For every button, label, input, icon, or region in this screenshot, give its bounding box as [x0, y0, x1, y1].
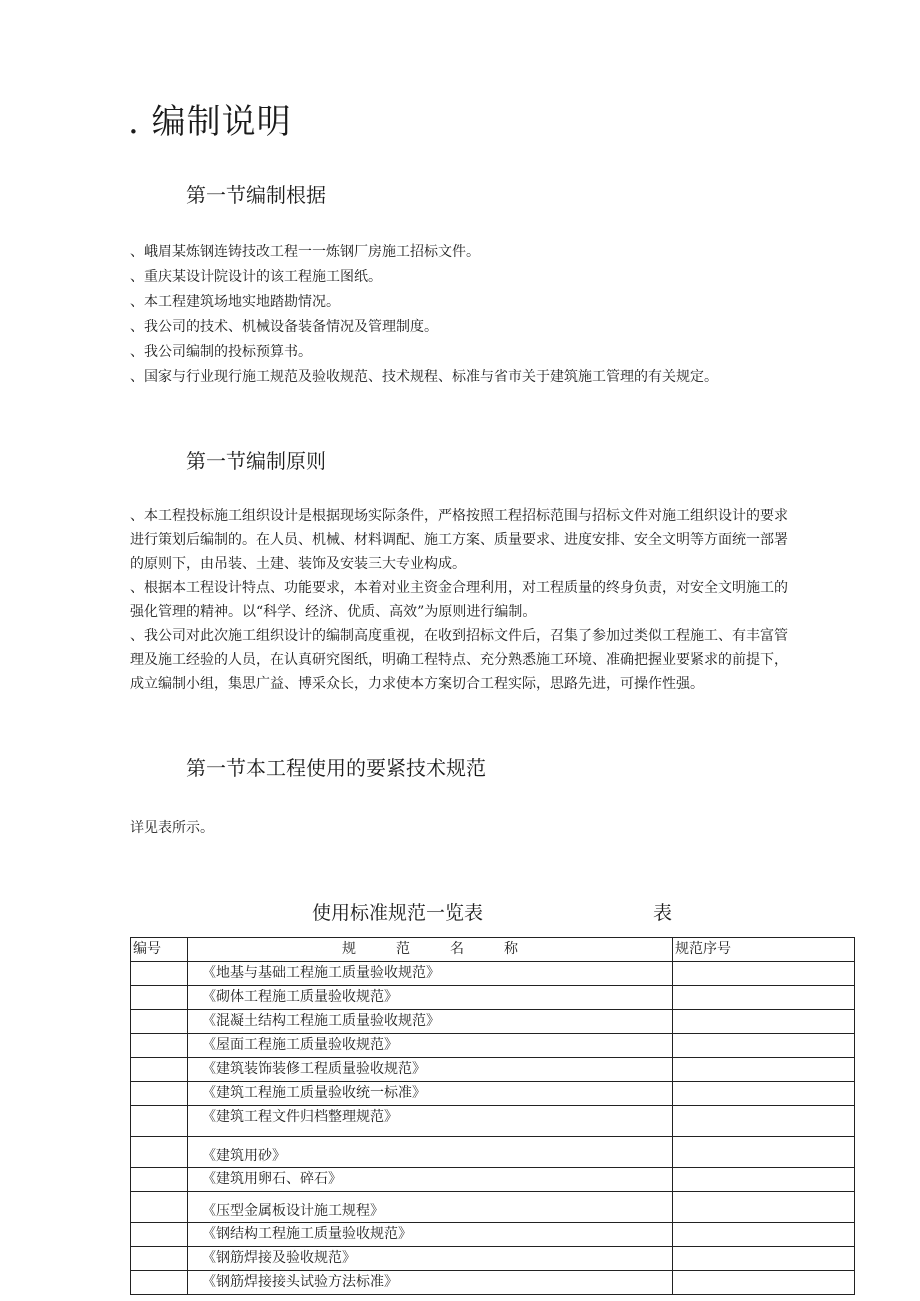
cell-code [673, 1271, 855, 1295]
cell-name: 《建筑装饰装修工程质量验收规范》 [188, 1058, 673, 1082]
cell-code [673, 962, 855, 986]
cell-no [131, 1223, 188, 1247]
cell-name: 《建筑用卵石、碎石》 [188, 1168, 673, 1192]
table-row [131, 1034, 855, 1058]
list-item: 、本工程建筑场地实地踏勘情况。 [130, 294, 340, 310]
cell-no [131, 1010, 188, 1034]
paragraph-line: 理及施工经验的人员，在认真研究图纸，明确工程特点、充分熟悉施工环境、准确把握业要紧求的前提下， [130, 652, 788, 668]
table-row [131, 1058, 855, 1082]
standards-table [130, 937, 855, 1295]
cell-no [131, 1168, 188, 1192]
list-item: 、国家与行业现行施工规范及验收规范、技术规程、标准与省市关于建筑施工管理的有关规定。 [130, 369, 718, 385]
cell-name: 《地基与基础工程施工质量验收规范》 [188, 962, 673, 986]
table-row [131, 1168, 855, 1192]
cell-code [673, 1247, 855, 1271]
paragraph-line: 、我公司对此次施工组织设计的编制高度重视，在收到招标文件后，召集了参加过类似工程施工、有丰富管 [130, 628, 788, 644]
principles-body [130, 504, 860, 696]
cell-no [131, 1034, 188, 1058]
section-title-standards: 第一节本工程使用的要紧技术规范 [186, 756, 486, 780]
header-code: 规范序号 [673, 938, 855, 962]
document-title: . 编制说明 [128, 102, 292, 142]
list-item: 、重庆某设计院设计的该工程施工图纸。 [130, 269, 382, 285]
cell-name: 《屋面工程施工质量验收规范》 [188, 1034, 673, 1058]
list-item: 、我公司的技术、机械设备装备情况及管理制度。 [130, 319, 438, 335]
table-row [131, 1082, 855, 1106]
paragraph-line: 、根据本工程设计特点、功能要求，本着对业主资金合理利用，对工程质量的终身负责，对安全文明施工的 [130, 580, 788, 596]
table-row [131, 1271, 855, 1295]
table-header-row [131, 938, 855, 962]
cell-no [131, 1058, 188, 1082]
table-row [131, 1192, 855, 1223]
cell-name: 《钢结构工程施工质量验收规范》 [188, 1223, 673, 1247]
cell-code [673, 1082, 855, 1106]
table-reference-note: 详见表所示。 [130, 820, 214, 836]
cell-no [131, 1106, 188, 1137]
cell-code [673, 1106, 855, 1137]
cell-code [673, 1010, 855, 1034]
paragraph-line: 成立编制小组，集思广益、博采众长，力求使本方案切合工程实际，思路先进，可操作性强。 [130, 676, 704, 692]
table-row [131, 1137, 855, 1168]
cell-name: 《压型金属板设计施工规程》 [188, 1192, 673, 1223]
cell-code [673, 1192, 855, 1223]
cell-name: 《钢筋焊接及验收规范》 [188, 1247, 673, 1271]
header-no: 编号 [131, 938, 188, 962]
cell-no [131, 962, 188, 986]
list-item: 、我公司编制的投标预算书。 [130, 344, 312, 360]
section-title-principles: 第一节编制原则 [186, 449, 326, 473]
paragraph-line: 进行策划后编制的。在人员、机械、材料调配、施工方案、质量要求、进度安排、安全文明等方面统一部署 [130, 532, 788, 548]
cell-no [131, 1247, 188, 1271]
cell-name: 《钢筋焊接接头试验方法标准》 [188, 1271, 673, 1295]
cell-no [131, 1137, 188, 1168]
paragraph-line: 强化管理的精神。以“科学、经济、优质、高效”为原则进行编制。 [130, 604, 537, 620]
list-item: 、峨眉某炼钢连铸技改工程一一炼钢厂房施工招标文件。 [130, 244, 480, 260]
table-row [131, 1010, 855, 1034]
header-name: 规范名称 [188, 938, 673, 962]
table-caption: 使用标准规范一览表 [312, 902, 484, 924]
cell-no [131, 986, 188, 1010]
cell-code [673, 1034, 855, 1058]
table-row [131, 1106, 855, 1137]
cell-code [673, 986, 855, 1010]
cell-no [131, 1082, 188, 1106]
table-row [131, 1247, 855, 1271]
cell-code [673, 1058, 855, 1082]
cell-no [131, 1271, 188, 1295]
table-row [131, 962, 855, 986]
cell-name: 《建筑用砂》 [188, 1137, 673, 1168]
basis-list [130, 240, 860, 390]
table-label: 表 [653, 902, 673, 924]
cell-name: 《建筑工程施工质量验收统一标准》 [188, 1082, 673, 1106]
cell-name: 《建筑工程文件归档整理规范》 [188, 1106, 673, 1137]
cell-code [673, 1168, 855, 1192]
paragraph-line: 、本工程投标施工组织设计是根据现场实际条件，严格按照工程招标范围与招标文件对施工组织设计的要求 [130, 508, 788, 524]
table-row [131, 1223, 855, 1247]
table-row [131, 986, 855, 1010]
cell-code [673, 1137, 855, 1168]
paragraph-line: 的原则下，由吊装、土建、装饰及安装三大专业构成。 [130, 556, 466, 572]
cell-name: 《砌体工程施工质量验收规范》 [188, 986, 673, 1010]
cell-code [673, 1223, 855, 1247]
cell-no [131, 1192, 188, 1223]
section-title-basis: 第一节编制根据 [186, 183, 326, 207]
cell-name: 《混凝土结构工程施工质量验收规范》 [188, 1010, 673, 1034]
